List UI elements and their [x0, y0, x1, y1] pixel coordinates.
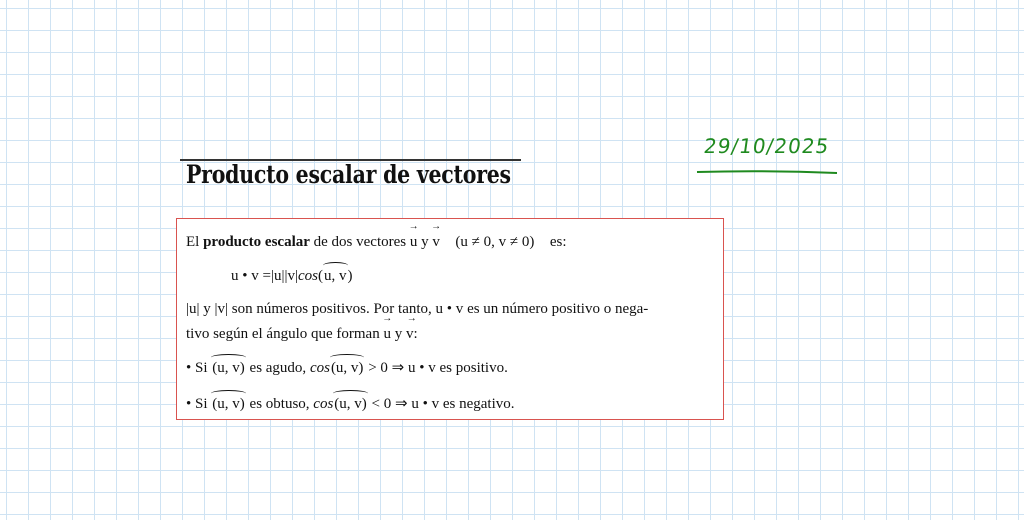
formula-line: u • v =|u||v|cos(u, v) [231, 265, 353, 285]
mag-vector-v: → v: [406, 323, 418, 343]
bullet-angle-2: (u, v) [333, 393, 368, 413]
date-text: 29/10/2025 [702, 134, 831, 158]
def-text-1: El [186, 234, 204, 250]
bullet-result: es negativo. [442, 396, 515, 412]
bullet-implies: ⇒ [395, 396, 408, 412]
bullet-dot: • [186, 396, 192, 412]
def-bold: producto escalar [203, 234, 310, 250]
bullet-obtuse [186, 393, 515, 413]
def-es: es: [549, 234, 567, 250]
formula-cos: cos [298, 268, 318, 284]
def-cond-2: v ≠ 0) [498, 234, 535, 250]
bullet-angle: (u, v) [211, 357, 246, 377]
handwritten-date [696, 132, 846, 180]
mag-dot-product: u • v [435, 301, 464, 317]
def-text-2: de dos vectores [309, 234, 410, 250]
magnitudes-line [186, 301, 648, 318]
formula-mag-u: |u| [270, 268, 285, 284]
vector-u: → u [410, 231, 418, 251]
magnitudes-line-2 [186, 323, 418, 343]
mag-text-1: son números positivos. Por tanto, [231, 301, 432, 317]
formula-mag-v: |v| [284, 268, 298, 284]
def-cond-1: (u ≠ 0, [455, 234, 495, 250]
mag-vector-u: → u [383, 323, 391, 343]
formula-angle: u, v [323, 265, 348, 285]
bullet-angle-2: (u, v) [330, 357, 365, 377]
bullet-rel: > 0 [368, 360, 388, 376]
bullet-rel: < 0 [371, 396, 392, 412]
bullet-dot-product: u • v [411, 396, 440, 412]
mag-text-2: es un número positivo o nega- [467, 301, 649, 317]
bullet-cond: es agudo, [249, 360, 307, 376]
mag-y: y [203, 301, 211, 317]
definition-box [176, 218, 724, 420]
mag-u: |u| [186, 301, 200, 317]
bullet-dot: • [186, 360, 192, 376]
bullet-result: es positivo. [439, 360, 508, 376]
mag-y-2: y [394, 326, 403, 342]
bullet-cos: cos [309, 360, 330, 376]
bullet-si: Si [195, 360, 208, 376]
mag-v: |v| [214, 301, 229, 317]
vector-v: → v [432, 231, 440, 251]
bullet-dot-product: u • v [407, 360, 436, 376]
bullet-implies: ⇒ [391, 360, 405, 376]
mag-text-3: tivo según el ángulo que forman [186, 326, 380, 342]
bullet-angle: (u, v) [211, 393, 246, 413]
bullet-cond: es obtuso, [249, 396, 310, 412]
date-underline [696, 168, 838, 176]
formula-lhs: u • v = [231, 268, 271, 284]
definition-line [186, 231, 567, 251]
def-y: y [421, 234, 429, 250]
page-title: Producto escalar de vectores [186, 160, 511, 189]
bullet-cos: cos [313, 396, 334, 412]
bullet-acute [186, 357, 508, 377]
bullet-si: Si [195, 396, 208, 412]
